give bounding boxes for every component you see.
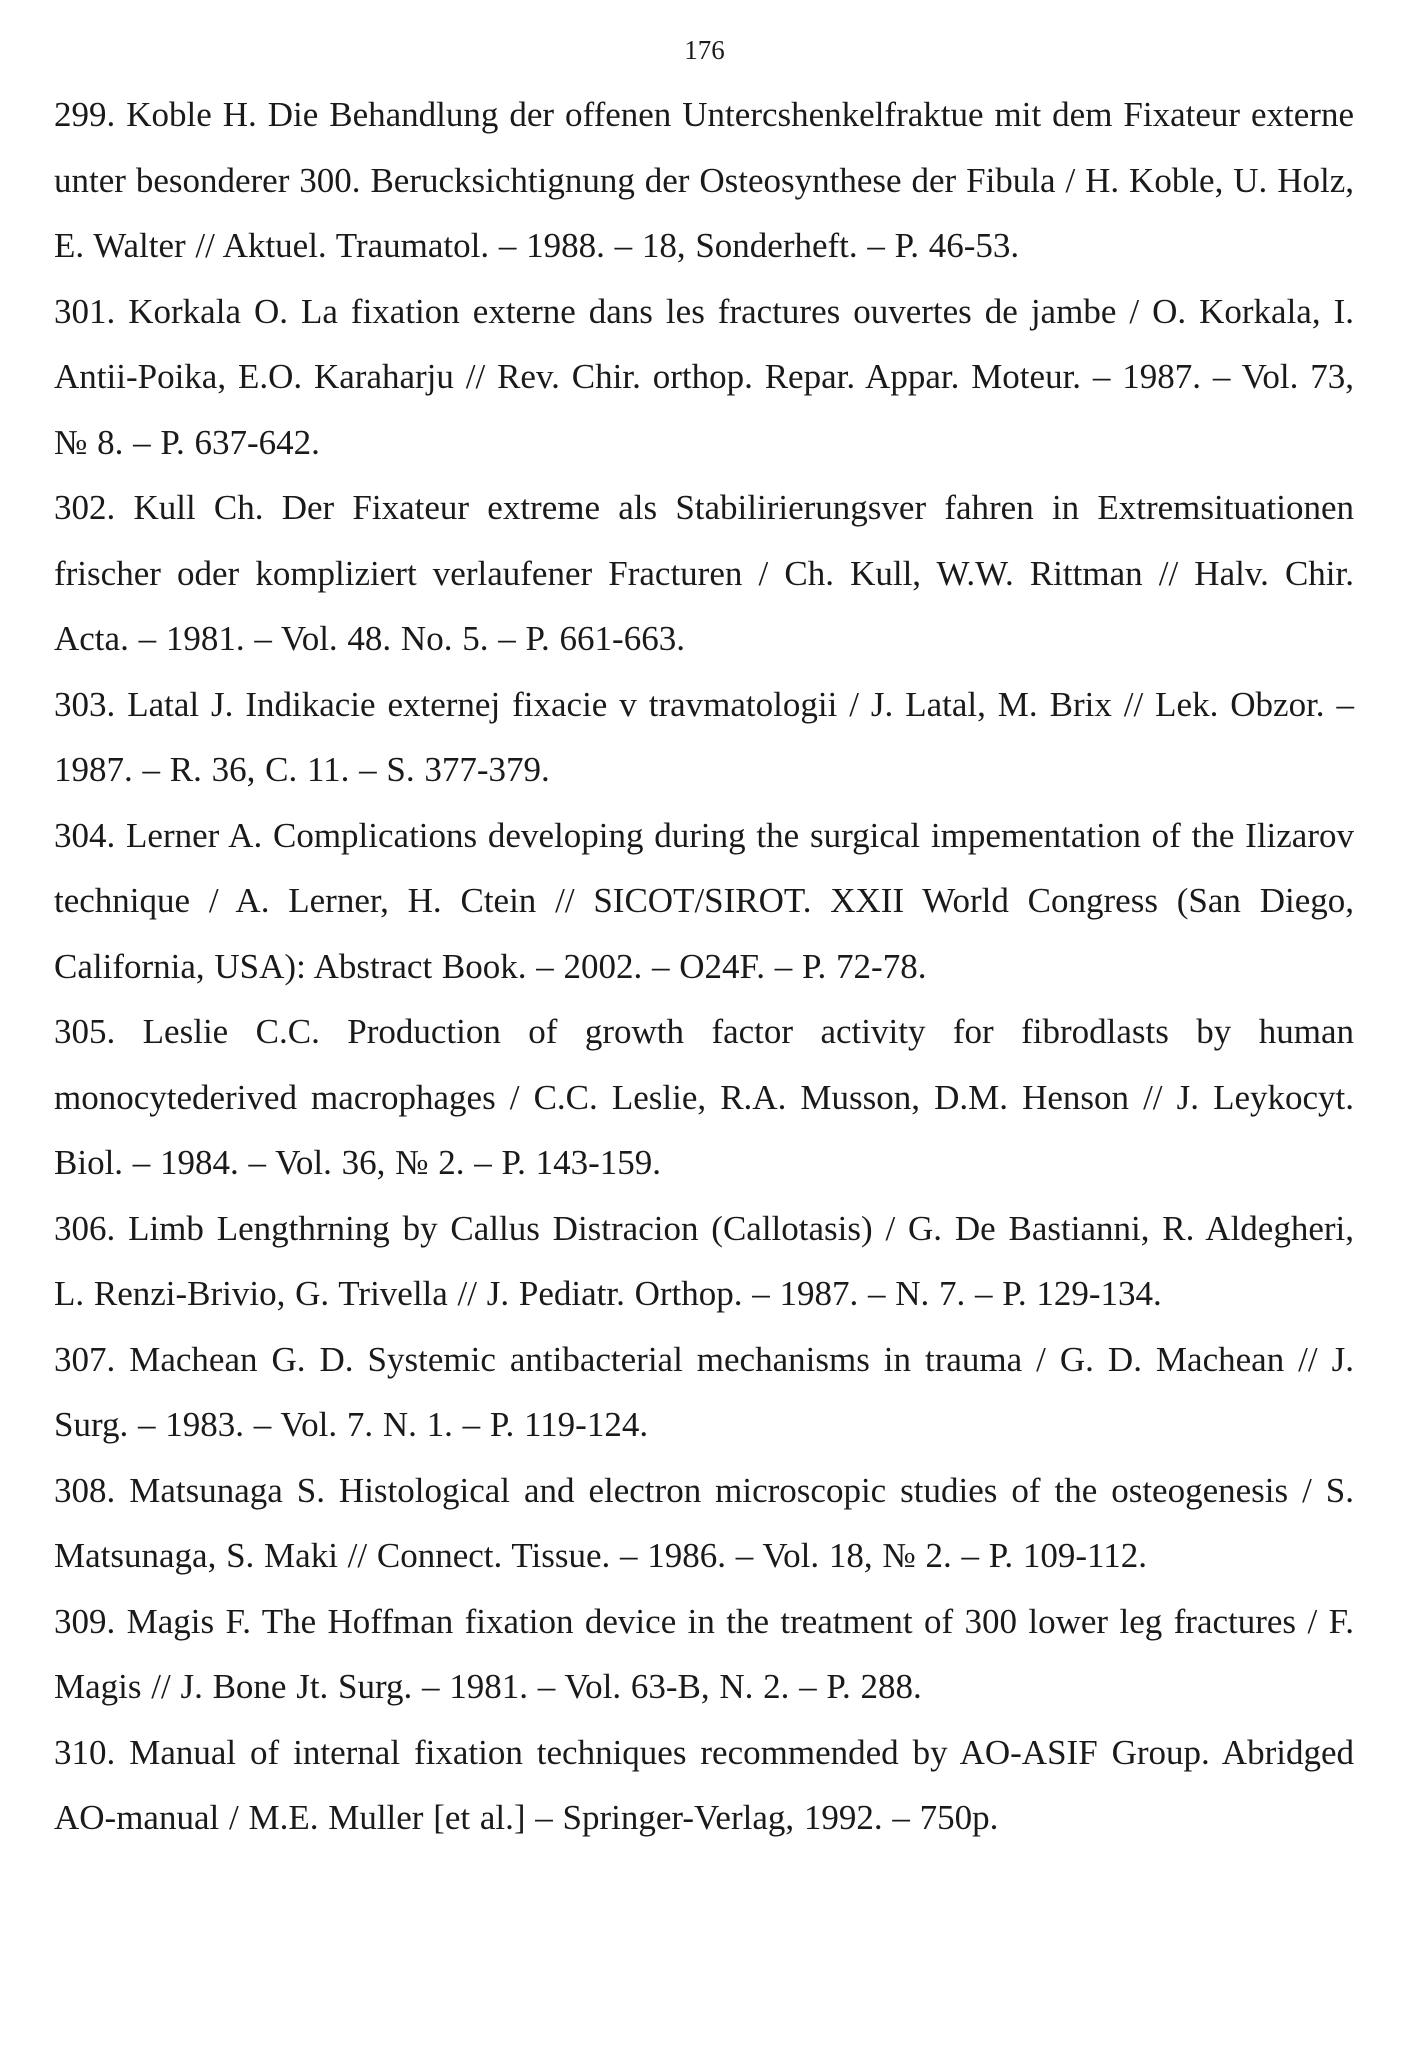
reference-item: 306. Limb Lengthrning by Callus Distracion (Callotasis) / G. De Bastianni, R. Aldegheri, L. Renzi-Brivio, G. Trivella // J. Pediatr. Orthop. – 1987. – N. 7. – P. 129-134. bbox=[54, 1208, 1354, 1313]
reference-item: 299. Koble H. Die Behandlung der offenen Untercshenkelfraktue mit dem Fixateur externe unter besonderer 300. Berucksichtignung der Osteosynthese der Fibula / H. Koble, U. Holz, E. Walter // Aktuel. Traumatol. – 1988. – 18, Sonderheft. – P. 46-53. bbox=[54, 95, 1354, 265]
reference-item: 310. Manual of internal fixation techniques recommended by AO-ASIF Group. Abridged AO-manual / M.E. Muller [et al.] – Springer-Verlag, 1992. – 750p. bbox=[54, 1732, 1354, 1837]
reference-item: 304. Lerner A. Complications developing during the surgical impementation of the Ilizarov technique / A. Lerner, H. Ctein // SICOT/SIROT. XXII World Congress (San Diego, California, USA): Abstract Book. – 2002. – O24F. – P. 72-78. bbox=[54, 815, 1354, 986]
reference-item: 301. Korkala O. La fixation externe dans les fractures ouvertes de jambe / O. Korkala, I. Antii-Poika, E.O. Karaharju // Rev. Chir. orthop. Repar. Appar. Moteur. – 1987. – Vol. 73, № 8. – P. 637-642. bbox=[54, 291, 1354, 462]
reference-item: 303. Latal J. Indikacie externej fixacie v travmatologii / J. Latal, M. Brix // Lek. Obzor. – 1987. – R. 36, C. 11. – S. 377-379. bbox=[54, 684, 1354, 789]
page-number: 176 bbox=[684, 35, 725, 65]
reference-item: 302. Kull Ch. Der Fixateur extreme als Stabilirierungsver fahren in Extremsituationen frischer oder kompliziert verlaufener Fracturen / Ch. Kull, W.W. Rittman // Halv. Chir. Acta. – 1981. – Vol. 48. No. 5. – P. 661-663. bbox=[54, 488, 1354, 658]
reference-item: 305. Leslie C.C. Production of growth factor activity for fibrodlasts by human monocytederived macrophages / C.C. Leslie, R.A. Musson, D.M. Henson // J. Leykocyt. Biol. – 1984. – Vol. 36, № 2. – P. 143-159. bbox=[54, 1012, 1354, 1182]
reference-list bbox=[54, 82, 1354, 1851]
reference-item: 309. Magis F. The Hoffman fixation device in the treatment of 300 lower leg fractures / F. Magis // J. Bone Jt. Surg. – 1981. – Vol. 63-B, N. 2. – P. 288. bbox=[54, 1601, 1354, 1706]
reference-item: 308. Matsunaga S. Histological and electron microscopic studies of the osteogenesis / S. Matsunaga, S. Maki // Connect. Tissue. – 1986. – Vol. 18, № 2. – P. 109-112. bbox=[54, 1470, 1354, 1575]
reference-item: 307. Machean G. D. Systemic antibacterial mechanisms in trauma / G. D. Machean // J. Surg. – 1983. – Vol. 7. N. 1. – P. 119-124. bbox=[54, 1339, 1354, 1444]
